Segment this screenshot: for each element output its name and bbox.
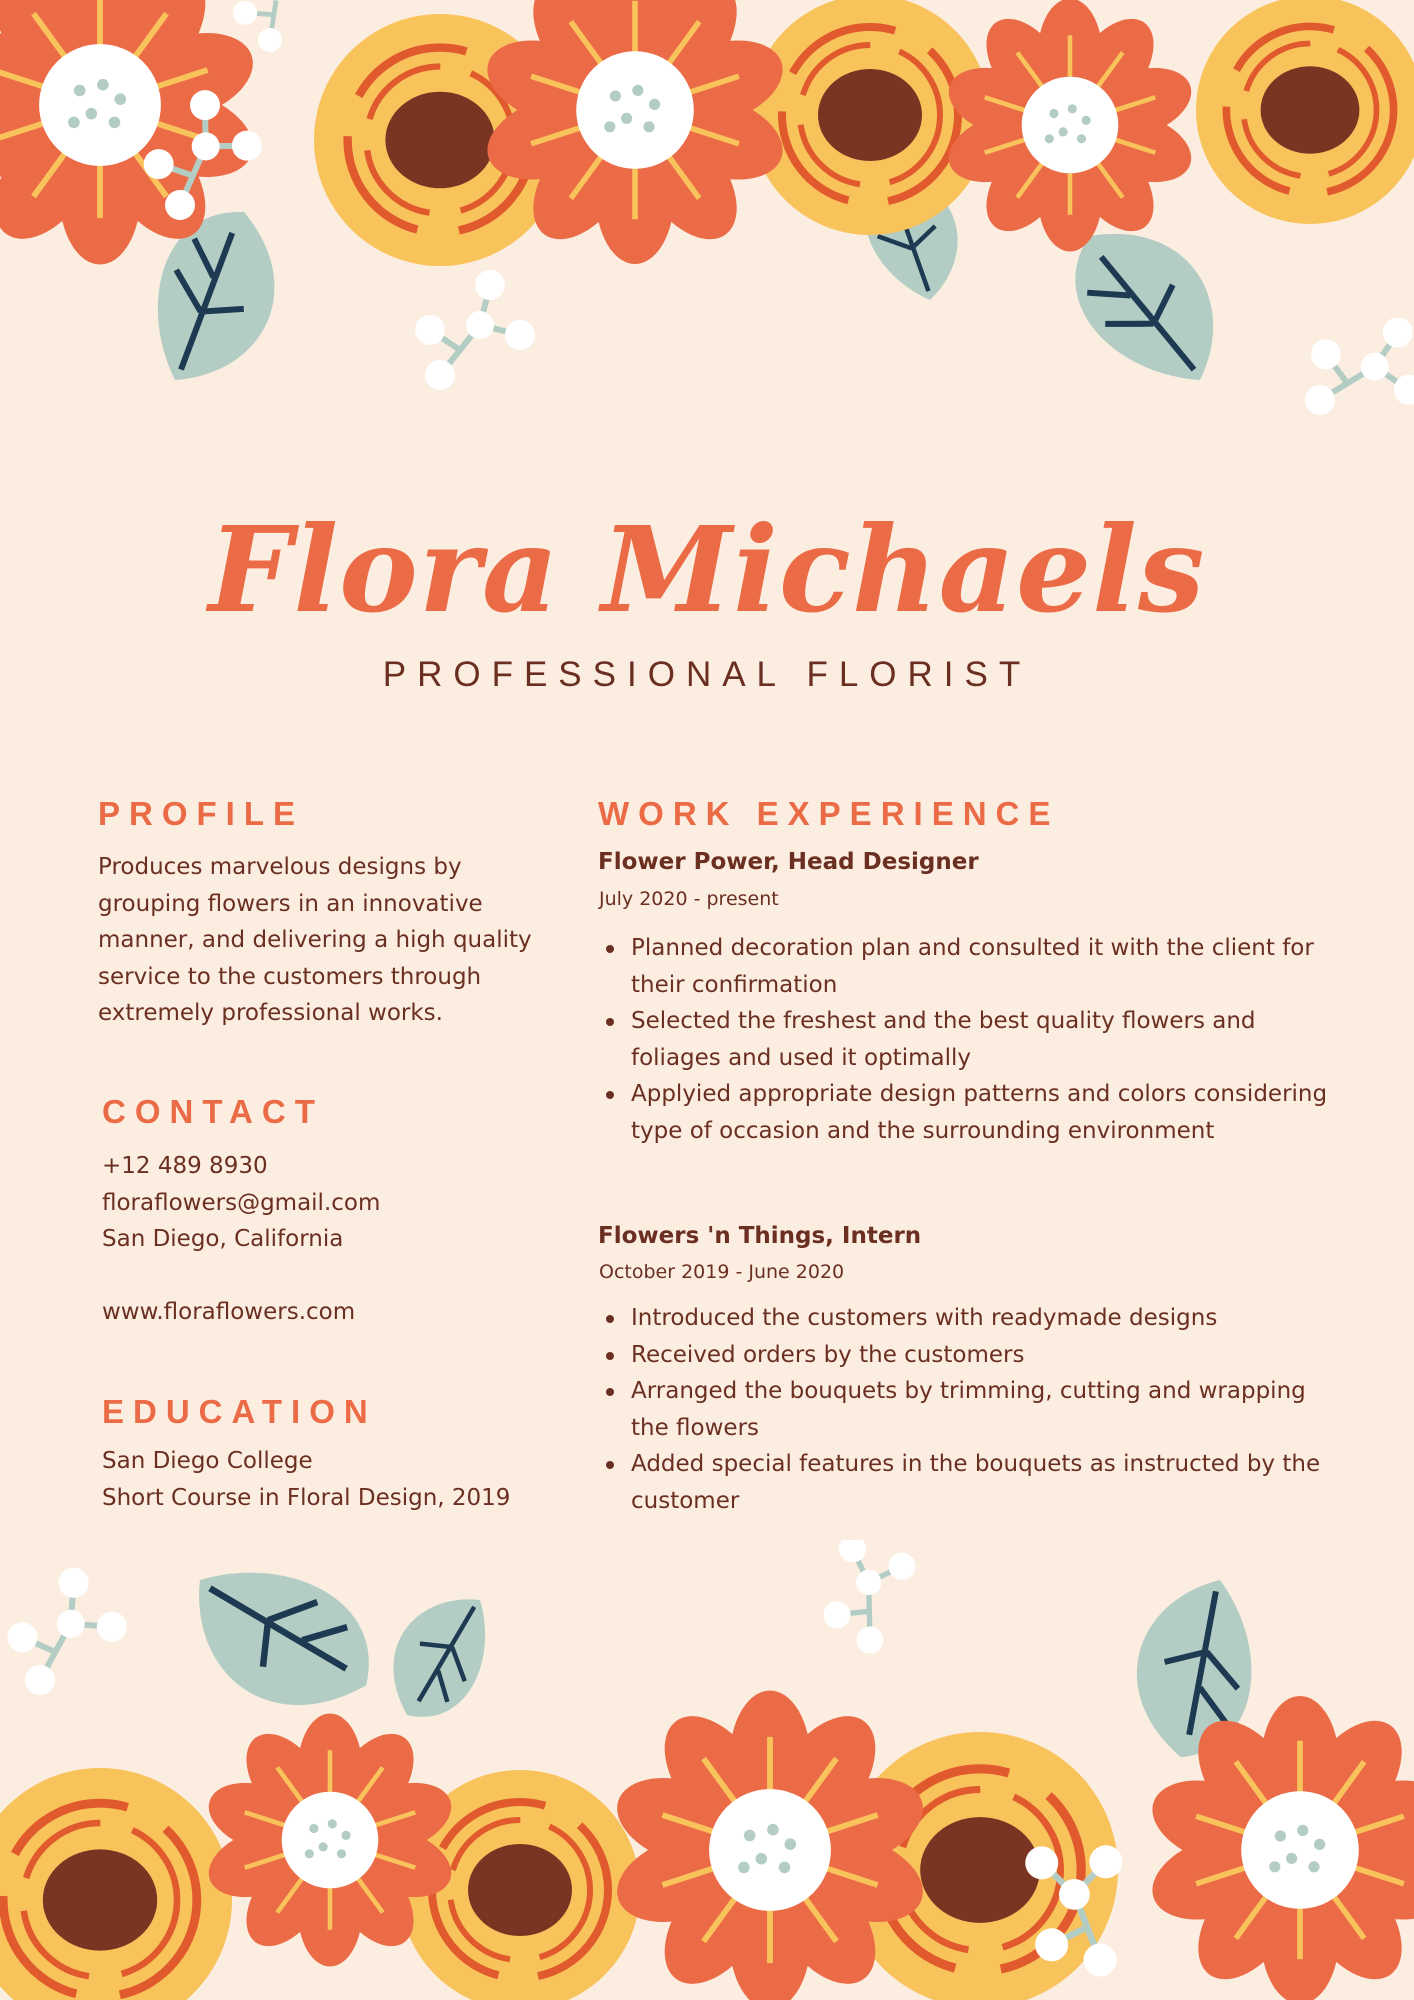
job-dates: October 2019 - June 2020: [599, 1261, 845, 1283]
job-duty-item: Arranged the bouquets by trimming, cutting and wrapping the flowers: [598, 1373, 1338, 1446]
profile-heading: PROFILE: [98, 795, 305, 832]
page-title: Flora Michaels: [208, 500, 1206, 639]
profile-line: service to the customers through: [98, 963, 482, 990]
bottom-floral-border-icon: [0, 1540, 1414, 2000]
contact-spacer: [102, 1258, 542, 1295]
education-details: [102, 1443, 572, 1516]
job-role-subtitle: PROFESSIONAL FLORIST: [382, 655, 1032, 694]
contact-location: San Diego, California: [102, 1226, 344, 1252]
profile-line: manner, and delivering a high quality: [98, 927, 532, 953]
contact-details: [102, 1148, 542, 1331]
education-school: San Diego College: [102, 1448, 313, 1474]
job-duty-item: Added special features in the bouquets as instructed by the customer: [598, 1446, 1338, 1519]
contact-heading: CONTACT: [102, 1093, 324, 1130]
job-duties-list: [598, 930, 1338, 1149]
job-title: Flowers 'n Things, Intern: [598, 1223, 922, 1249]
job-duty-item: Planned decoration plan and consulted it with the client for their confirmation: [598, 930, 1338, 1003]
profile-line: extremely professional works.: [98, 1000, 443, 1026]
top-floral-border-icon: [0, 0, 1414, 430]
job-duties-list: [598, 1300, 1338, 1519]
job-dates: July 2020 - present: [599, 888, 779, 910]
work-experience-heading: WORK EXPERIENCE: [598, 795, 1060, 832]
education-course: Short Course in Floral Design, 2019: [102, 1484, 511, 1511]
job-duty-item: Introduced the customers with readymade designs: [598, 1300, 1338, 1337]
contact-phone: +12 489 8930: [102, 1153, 268, 1179]
profile-summary: [98, 849, 538, 1032]
job-title: Flower Power, Head Designer: [598, 849, 979, 875]
profile-line: grouping flowers in an innovative: [98, 890, 483, 917]
job-duty-item: Selected the freshest and the best quality flowers and foliages and used it optimally: [598, 1003, 1338, 1076]
contact-website: www.floraflowers.com: [102, 1299, 356, 1325]
job-duty-item: Received orders by the customers: [598, 1337, 1338, 1374]
education-heading: EDUCATION: [102, 1393, 377, 1430]
contact-email: floraflowers@gmail.com: [102, 1189, 381, 1216]
profile-line: Produces marvelous designs by: [98, 854, 462, 880]
job-duty-item: Applyied appropriate design patterns and colors considering type of occasion and the surrounding environment: [598, 1076, 1338, 1149]
